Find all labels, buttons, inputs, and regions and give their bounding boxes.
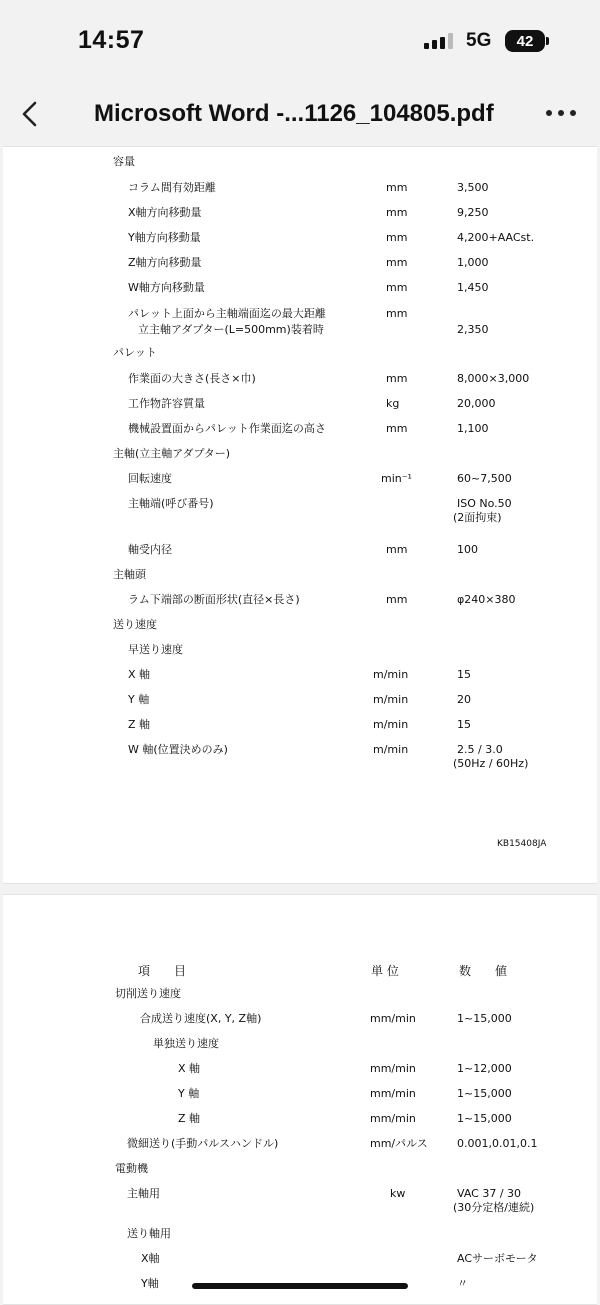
row-value: 1~15,000 <box>457 1012 512 1025</box>
row-item: X軸 <box>141 1252 160 1265</box>
pdf-page-1 <box>3 146 597 884</box>
row-item: ラム下端部の断面形状(直径×長さ) <box>128 593 300 606</box>
row-item: 早送り速度 <box>128 643 183 656</box>
table-row <box>3 307 597 336</box>
row-value: 15 <box>457 668 471 681</box>
row-unit: min⁻¹ <box>381 472 412 485</box>
signal-icon <box>424 33 458 49</box>
table-row <box>3 1062 597 1084</box>
table-row <box>3 155 597 177</box>
row-value: 1,000 <box>457 256 489 269</box>
row-unit: m/min <box>373 743 409 756</box>
row-unit: m/min <box>373 668 409 681</box>
row-value: 0.001,0.01,0.1 <box>457 1137 538 1150</box>
row-value: 1~12,000 <box>457 1062 512 1075</box>
network-label: 5G <box>466 30 492 51</box>
table-row <box>3 1162 597 1184</box>
row-unit: mm <box>386 281 408 294</box>
row-value: 2,350 <box>457 323 489 336</box>
table-row <box>3 1112 597 1134</box>
row-item-line2: 立主軸アダプター(L=500mm)装着時 <box>138 323 324 336</box>
table-row <box>3 231 597 253</box>
row-value-line2: (2面拘束) <box>453 511 502 524</box>
home-indicator[interactable] <box>192 1283 408 1289</box>
battery-icon: 42 <box>505 30 545 52</box>
row-value-line2: (50Hz / 60Hz) <box>453 757 529 770</box>
table-row <box>3 718 597 740</box>
row-item: Y 軸 <box>128 693 150 706</box>
battery-tip <box>546 37 549 45</box>
row-value: 1~15,000 <box>457 1112 512 1125</box>
row-value: 9,250 <box>457 206 489 219</box>
header-value: 数 値 <box>459 964 508 978</box>
row-item: X 軸 <box>178 1062 201 1075</box>
row-unit: m/min <box>373 718 409 731</box>
row-item: 電動機 <box>115 1162 148 1175</box>
status-time: 14:57 <box>78 26 145 54</box>
table-row <box>3 1137 597 1159</box>
row-value: ISO No.50 <box>457 497 512 510</box>
row-value: ACサーボモータ <box>457 1252 538 1265</box>
row-value: 15 <box>457 718 471 731</box>
table-row <box>3 987 597 1009</box>
row-item: 微細送り(手動パルスハンドル) <box>127 1137 279 1150</box>
row-item: 単独送り速度 <box>153 1037 219 1050</box>
row-value: 2.5 / 3.0 <box>457 743 503 756</box>
nav-bar <box>0 80 600 146</box>
row-unit: kw <box>390 1187 406 1200</box>
row-value-line2: (30分定格/連続) <box>453 1201 535 1214</box>
table-row <box>3 1037 597 1059</box>
table-row <box>3 472 597 494</box>
table-row <box>3 668 597 690</box>
table-row <box>3 1227 597 1249</box>
row-value: 8,000×3,000 <box>457 372 530 385</box>
row-item: 送り軸用 <box>127 1227 171 1240</box>
row-item: 作業面の大きさ(長さ×巾) <box>128 372 256 385</box>
row-item: X 軸 <box>128 668 151 681</box>
row-item: パレット上面から主軸端面迄の最大距離 <box>128 307 326 320</box>
row-value: 100 <box>457 543 478 556</box>
row-item: Z 軸 <box>178 1112 201 1125</box>
row-item: W 軸(位置決めのみ) <box>128 743 228 756</box>
row-item: 主軸端(呼び番号) <box>128 497 214 510</box>
table-row <box>3 1252 597 1274</box>
row-item: 軸受内径 <box>128 543 172 556</box>
table-row <box>3 256 597 278</box>
row-value: 60~7,500 <box>457 472 512 485</box>
row-unit: mm/min <box>370 1062 416 1075</box>
table-row <box>3 743 597 770</box>
row-item: 回転速度 <box>128 472 172 485</box>
table-row <box>3 281 597 303</box>
row-value: 3,500 <box>457 181 489 194</box>
row-item: コラム間有効距離 <box>128 181 216 194</box>
table-row <box>3 422 597 444</box>
row-unit: mm/min <box>370 1087 416 1100</box>
row-item: 機械設置面からパレット作業面迄の高さ <box>128 422 326 435</box>
row-item: Y軸 <box>141 1277 159 1290</box>
row-item: Y軸方向移動量 <box>128 231 201 244</box>
row-value: 1,450 <box>457 281 489 294</box>
table-row <box>3 181 597 203</box>
document-code: KB15408JA <box>497 839 547 849</box>
row-item: 主軸頭 <box>113 568 146 581</box>
row-item: W軸方向移動量 <box>128 281 205 294</box>
table-row <box>3 346 597 368</box>
row-value: 20 <box>457 693 471 706</box>
row-unit: mm <box>386 422 408 435</box>
table-row <box>3 543 597 565</box>
row-value: 〃 <box>457 1277 468 1290</box>
document-title: Microsoft Word -...1126_104805.pdf <box>94 100 494 127</box>
table-row <box>3 206 597 228</box>
row-item: 切削送り速度 <box>115 987 181 1000</box>
row-value: 20,000 <box>457 397 496 410</box>
row-item: Y 軸 <box>178 1087 200 1100</box>
table-row <box>3 397 597 419</box>
row-unit: mm <box>386 181 408 194</box>
row-unit: mm <box>386 256 408 269</box>
row-unit: mm/min <box>370 1012 416 1025</box>
table-row <box>3 643 597 665</box>
header-item: 項 目 <box>138 964 187 978</box>
row-unit: mm <box>386 231 408 244</box>
row-item: X軸方向移動量 <box>128 206 202 219</box>
row-unit: mm/min <box>370 1112 416 1125</box>
row-unit: mm <box>386 372 408 385</box>
row-item: 主軸(立主軸アダプター) <box>113 447 231 460</box>
row-unit: kg <box>386 397 400 410</box>
row-unit: mm <box>386 206 408 219</box>
row-value: VAC 37 / 30 <box>457 1187 522 1200</box>
table-row <box>3 618 597 640</box>
table-row <box>3 1187 597 1214</box>
row-value: 4,200+AACst. <box>457 231 535 244</box>
table-row <box>3 568 597 590</box>
row-value: φ240×380 <box>457 593 516 606</box>
row-unit: mm <box>386 593 408 606</box>
row-item: パレット <box>113 346 157 359</box>
table-row <box>3 447 597 469</box>
pdf-page-2 <box>3 894 597 1305</box>
row-value: 1~15,000 <box>457 1087 512 1100</box>
more-options-icon[interactable] <box>546 110 576 118</box>
row-item: Z軸方向移動量 <box>128 256 202 269</box>
back-chevron-icon[interactable] <box>20 100 40 128</box>
row-item: Z 軸 <box>128 718 151 731</box>
row-item: 容量 <box>113 155 135 168</box>
row-unit: mm <box>386 307 408 320</box>
table-row <box>3 372 597 394</box>
header-unit: 単 位 <box>371 964 399 978</box>
row-unit: m/min <box>373 693 409 706</box>
row-item: 主軸用 <box>127 1187 160 1200</box>
table-row <box>3 1087 597 1109</box>
row-unit: mm <box>386 543 408 556</box>
row-unit: mm/パルス <box>370 1137 428 1150</box>
row-item: 工作物許容質量 <box>128 397 205 410</box>
table-row <box>3 497 597 524</box>
table-row <box>3 693 597 715</box>
table-row <box>3 1012 597 1034</box>
row-item: 合成送り速度(X, Y, Z軸) <box>140 1012 262 1025</box>
status-bar <box>0 0 600 80</box>
table-row <box>3 593 597 615</box>
row-value: 1,100 <box>457 422 489 435</box>
row-item: 送り速度 <box>113 618 157 631</box>
